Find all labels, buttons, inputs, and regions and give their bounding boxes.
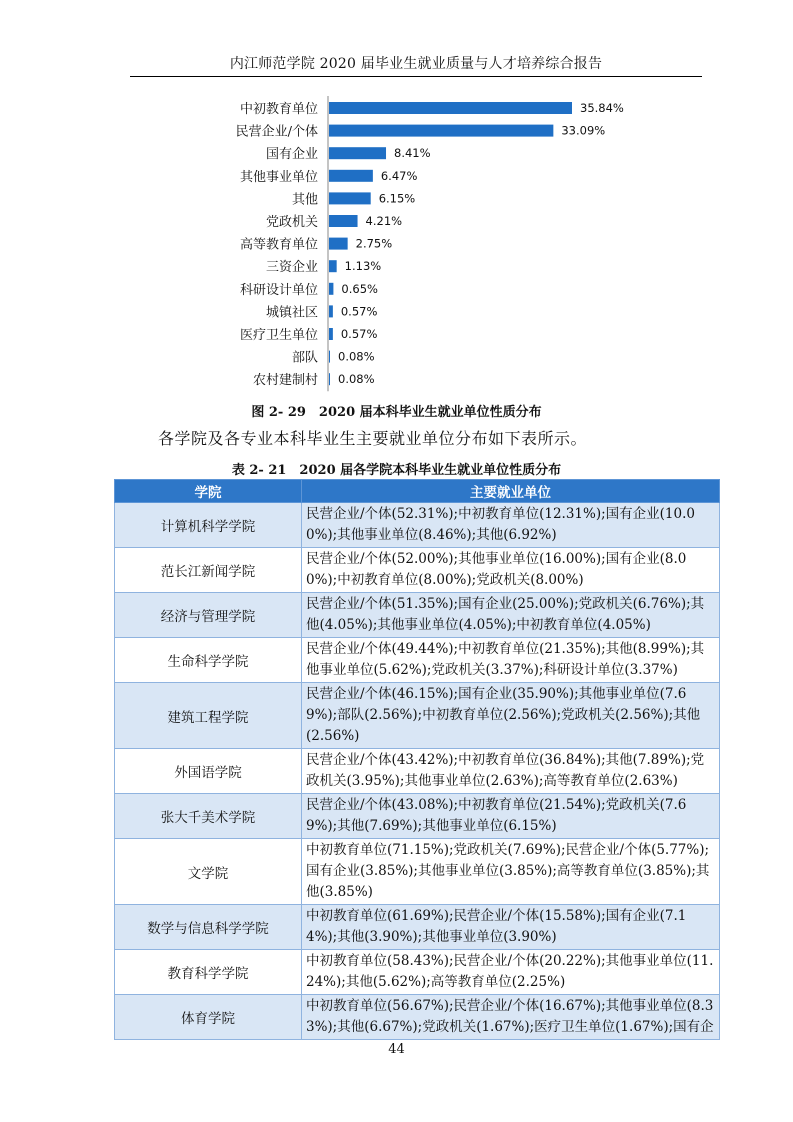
category-label: 其他事业单位 — [239, 169, 318, 185]
data-label: 6.15% — [378, 191, 416, 206]
table-row — [115, 593, 720, 638]
college-cell: 建筑工程学院 — [115, 683, 302, 749]
bar — [329, 215, 358, 227]
college-cell: 文学院 — [115, 839, 302, 905]
figure-caption: 图 2- 29 2020 届本科毕业生就业单位性质分布 — [251, 405, 542, 420]
units-cell: 民营企业/个体(43.42%);中初教育单位(36.84%);其他(7.89%);党政机关(3.95%);其他事业单位(2.63%);高等教育单位(2.63%) — [302, 749, 720, 794]
data-label: 4.21% — [365, 214, 403, 228]
data-label: 8.41% — [394, 146, 431, 161]
units-cell: 民营企业/个体(52.00%);其他事业单位(16.00%);国有企业(8.00%);中初教育单位(8.00%);党政机关(8.00%) — [302, 548, 720, 593]
table-row — [115, 905, 720, 950]
category-label: 民营企业/个体 — [235, 124, 318, 140]
bar — [329, 260, 337, 272]
header-rule — [130, 76, 702, 77]
college-cell: 计算机科学学院 — [115, 503, 302, 548]
college-cell: 范长江新闻学院 — [115, 548, 302, 593]
table-row — [115, 839, 720, 905]
table-row — [115, 995, 720, 1040]
bar — [329, 283, 333, 295]
bar — [329, 192, 371, 204]
college-cell: 张大千美术学院 — [115, 794, 302, 839]
bar — [329, 305, 333, 317]
table-row — [115, 950, 720, 995]
data-label: 2.75% — [355, 236, 393, 251]
page-header: 内江师范学院 2020 届毕业生就业质量与人才培养综合报告 — [229, 56, 603, 72]
category-label: 城镇社区 — [265, 305, 318, 321]
units-cell: 中初教育单位(61.69%);民营企业/个体(15.58%);国有企业(7.14%);其他(3.90%);其他事业单位(3.90%) — [302, 905, 720, 950]
table-row — [115, 683, 720, 749]
data-label: 0.57% — [340, 327, 378, 341]
data-label: 35.84% — [580, 101, 624, 115]
category-label: 中初教育单位 — [239, 102, 318, 117]
units-cell: 中初教育单位(56.67%);民营企业/个体(16.67%);其他事业单位(8.33%);其他(6.67%);党政机关(1.67%);医疗卫生单位(1.67%);国有企 — [302, 995, 720, 1040]
bar — [329, 125, 553, 137]
data-label: 0.08% — [338, 349, 375, 364]
college-cell: 体育学院 — [115, 995, 302, 1040]
table-header-row — [115, 480, 720, 503]
bar — [329, 328, 333, 340]
units-cell: 民营企业/个体(46.15%);国有企业(35.90%);其他事业单位(7.69%);部队(2.56%);中初教育单位(2.56%);党政机关(2.56%);其他(2.56%) — [302, 683, 720, 749]
units-cell: 中初教育单位(71.15%);党政机关(7.69%);民营企业/个体(5.77%);国有企业(3.85%);其他事业单位(3.85%);高等教育单位(3.85%);其他(3.85%) — [302, 839, 720, 905]
bar — [329, 102, 572, 114]
college-cell: 外国语学院 — [115, 749, 302, 794]
data-label: 0.65% — [341, 281, 378, 296]
college-employment-table — [114, 479, 720, 1040]
bar — [329, 147, 386, 159]
category-label: 科研设计单位 — [239, 282, 318, 298]
college-cell: 生命科学学院 — [115, 638, 302, 683]
category-label: 党政机关 — [265, 215, 318, 230]
data-label: 0.57% — [340, 304, 378, 319]
category-label: 国有企业 — [265, 147, 318, 163]
category-label: 医疗卫生单位 — [239, 328, 318, 343]
category-label: 高等教育单位 — [239, 237, 318, 253]
table-row — [115, 548, 720, 593]
data-label: 6.47% — [380, 168, 418, 183]
body-paragraph: 各学院及各专业本科毕业生主要就业单位分布如下表所示。 — [158, 429, 588, 448]
table-row — [115, 749, 720, 794]
data-label: 33.09% — [561, 123, 606, 138]
units-cell: 民营企业/个体(52.31%);中初教育单位(12.31%);国有企业(10.00%);其他事业单位(8.46%);其他(6.92%) — [302, 503, 720, 548]
bar — [329, 170, 373, 182]
table-row — [115, 638, 720, 683]
bar — [329, 373, 330, 385]
category-label: 部队 — [291, 350, 318, 366]
bar-chart — [0, 92, 793, 397]
table-row — [115, 794, 720, 839]
table-caption: 表 2- 21 2020 届各学院本科毕业生就业单位性质分布 — [231, 463, 562, 478]
units-cell: 民营企业/个体(51.35%);国有企业(25.00%);党政机关(6.76%);其他(4.05%);其他事业单位(4.05%);中初教育单位(4.05%) — [302, 593, 720, 638]
units-cell: 民营企业/个体(43.08%);中初教育单位(21.54%);党政机关(7.69%);其他(7.69%);其他事业单位(6.15%) — [302, 794, 720, 839]
data-label: 0.08% — [338, 372, 375, 387]
page-number: 44 — [388, 1042, 405, 1057]
table-header-college: 学院 — [115, 480, 302, 503]
bar — [329, 238, 348, 250]
category-label: 三资企业 — [265, 260, 318, 276]
college-cell: 经济与管理学院 — [115, 593, 302, 638]
category-label: 其他 — [291, 192, 318, 208]
table-header-units: 主要就业单位 — [302, 480, 720, 503]
bar — [329, 351, 330, 363]
category-label: 农村建制村 — [252, 373, 318, 389]
table-row — [115, 503, 720, 548]
college-cell: 数学与信息科学学院 — [115, 905, 302, 950]
college-cell: 教育科学学院 — [115, 950, 302, 995]
data-label: 1.13% — [344, 259, 382, 274]
units-cell: 民营企业/个体(49.44%);中初教育单位(21.35%);其他(8.99%);其他事业单位(5.62%);党政机关(3.37%);科研设计单位(3.37%) — [302, 638, 720, 683]
units-cell: 中初教育单位(58.43%);民营企业/个体(20.22%);其他事业单位(11.24%);其他(5.62%);高等教育单位(2.25%) — [302, 950, 720, 995]
